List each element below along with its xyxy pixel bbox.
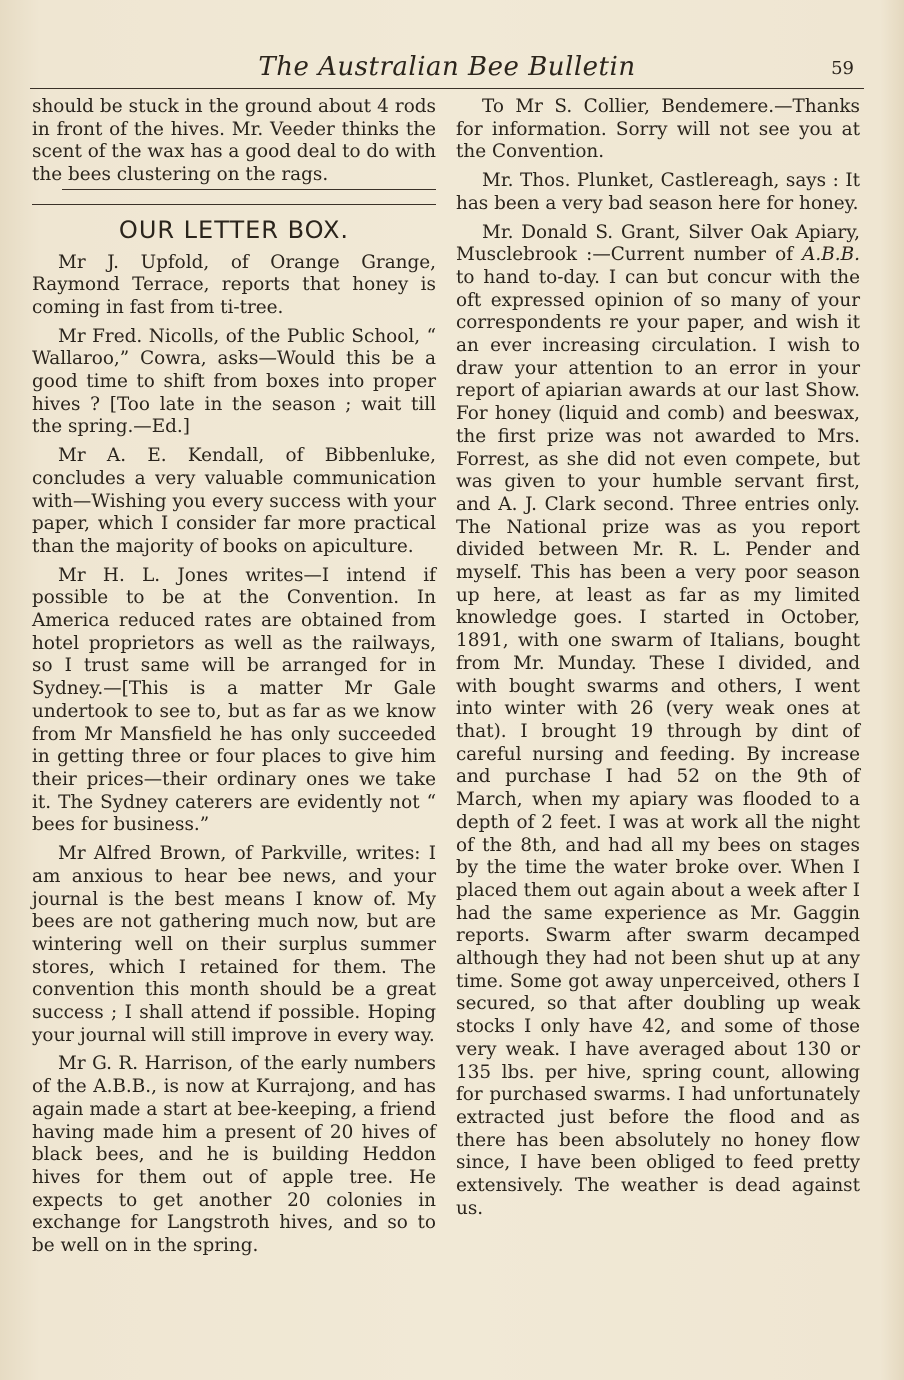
running-header bbox=[30, 50, 864, 89]
page-number: 59 bbox=[831, 58, 854, 79]
letter-text: to hand to-day. I can but concur with the oft expressed opinion of so many of your correspondents re your paper, and wish it an ever increasing circulation. I wish to draw your attention to an error in your report of apiarian awards at our last Show. For honey (liquid and comb) and beeswax, the first prize was not awarded to Mrs. Forrest, as she did not even compete, but was given to your humble servant first, and A. J. Clark second. Three entries only. The National prize was as you report divided between Mr. R. L. Pender and myself. This has been a very poor season up here, at least as far as my limited knowledge goes. I started in October, 1891, with one swarm of Italians, bought from Mr. Munday. These I divided, and with bought swarms and others, I went into winter with 26 (very weak ones at that). I brought 19 through by dint of careful nursing and feeding. By increase and purchase I had 52 on the 9th of March, when my apiary was flooded to a depth of 2 feet. I was at work all the night of the 8th, and had all my bees on stages by the time the water broke over. When I placed them out again about a week after I had the same experience as Mr. Gaggin reports. Swarm after swarm decamped although they had not been shut up at any time. Some got away unperceived, others I secured, so that after doubling up weak stocks I only have 42, and some of those very weak. I have averaged about 130 or 135 lbs. per hive, spring count, allowing for purchased swarms. I had unfortunately extracted just before the flood and as there has been absolutely no honey flow since, I have been obliged to feed pretty extensively. The weather is dead against us. bbox=[456, 266, 860, 1219]
letter-paragraph: To Mr S. Collier, Bendemere.—Thanks for information. Sorry will not see you at the Convention. bbox=[456, 96, 860, 163]
journal-title: The Australian Bee Bulletin bbox=[258, 52, 636, 82]
continued-paragraph: should be stuck in the ground about 4 rods in front of the hives. Mr. Veeder thinks the scent of the wax has a good deal to do with the bees clustering on the rags. bbox=[32, 96, 436, 186]
letter-paragraph: Mr G. R. Harrison, of the early numbers of the A.B.B., is now at Kurrajong, and has again made a start at bee-keeping, a friend having made him a present of 20 hives of black bees, and he is building Heddon hives for them out of apple tree. He expects to get another 20 colonies in exchange for Langstroth hives, and so to be well on in the spring. bbox=[32, 1053, 436, 1257]
page-margin bbox=[0, 0, 30, 1380]
letter-text: Mr. Donald S. Grant, Silver Oak Apiary, Musclebrook :—Current number of bbox=[456, 221, 860, 266]
letter-paragraph: Mr. Thos. Plunket, Castlereagh, says : It has been a very bad season here for honey. bbox=[456, 170, 860, 214]
letter-paragraph: Mr Alfred Brown, of Parkville, writes: I am anxious to hear bee news, and your journal is the best means I know of. My bees are not gathering much now, but are wintering well on their surplus summer stores, which I retained for them. The convention this month should be a great success ; I shall attend if possible. Hoping your journal will still improve in every way. bbox=[32, 843, 436, 1046]
right-column bbox=[456, 96, 860, 1226]
letter-paragraph: Mr H. L. Jones writes—I intend if possible to be at the Convention. In America reduced rates are obtained from hotel proprietors as well as the railways, so I trust same will be arranged for in Sydney.—[This is a matter Mr Gale undertook to see to, but as far as we know from Mr Mansfield he has only succeeded in getting three or four places to give him their prices—their ordinary ones we take it. The Sydney caterers are evidently not “ bees for business.” bbox=[32, 564, 436, 836]
divider bbox=[62, 189, 436, 190]
letter-paragraph: Mr Fred. Nicolls, of the Public School, “ Wallaroo,” Cowra, asks—Would this be a good time to shift from boxes into proper hives ? [Too late in the season ; wait till the spring.—Ed.] bbox=[32, 325, 436, 438]
divider bbox=[32, 204, 436, 205]
journal-abbreviation: A.B.B. bbox=[802, 244, 860, 266]
letter-paragraph bbox=[456, 222, 860, 1221]
left-column bbox=[32, 96, 436, 1264]
section-title: OUR LETTER BOX. bbox=[118, 215, 350, 244]
letter-paragraph: Mr A. E. Kendall, of Bibbenluke, concludes a very valuable communication with—Wishing you every success with your paper, which I consider far more practical than the majority of books on apiculture. bbox=[32, 445, 436, 557]
letter-paragraph: Mr J. Upfold, of Orange Grange, Raymond Terrace, reports that honey is coming in fast from ti-tree. bbox=[32, 251, 436, 318]
